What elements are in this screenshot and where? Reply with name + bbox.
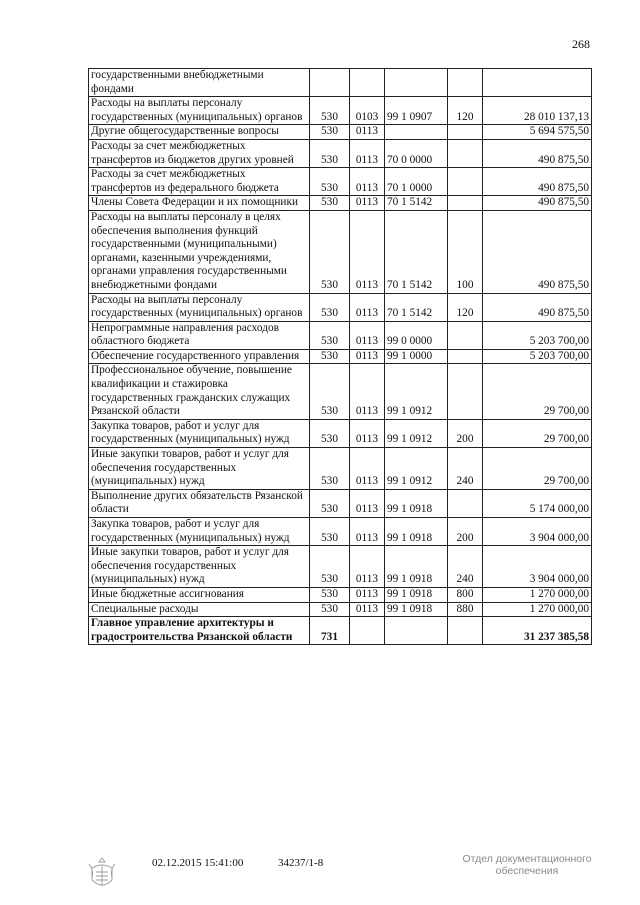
cell-target-item [385, 125, 448, 140]
cell-target-item: 70 1 5142 [385, 293, 448, 321]
cell-amount: 29 700,00 [483, 419, 592, 447]
cell-target-item: 99 1 0918 [385, 602, 448, 617]
cell-name: Другие общегосударственные вопросы [89, 125, 310, 140]
table-row [89, 69, 592, 97]
table-row [89, 364, 592, 419]
cell-target-item [385, 69, 448, 97]
cell-name: Обеспечение государственного управления [89, 349, 310, 364]
cell-target-item: 99 1 0918 [385, 587, 448, 602]
cell-section: 0113 [350, 196, 385, 211]
cell-section [350, 617, 385, 645]
cell-amount: 5 203 700,00 [483, 321, 592, 349]
cell-name: Расходы за счет межбюджетных трансфертов из федерального бюджета [89, 168, 310, 196]
table-row [89, 518, 592, 546]
cell-expense-type: 240 [448, 448, 483, 490]
cell-expense-type: 100 [448, 210, 483, 293]
cell-expense-type [448, 349, 483, 364]
cell-department: 530 [310, 489, 350, 517]
cell-section: 0113 [350, 419, 385, 447]
cell-department: 530 [310, 196, 350, 211]
cell-amount: 3 904 000,00 [483, 518, 592, 546]
cell-name: Иные закупки товаров, работ и услуг для обеспечения государственных (муниципальных) нужд [89, 448, 310, 490]
cell-section: 0113 [350, 448, 385, 490]
cell-department: 530 [310, 139, 350, 167]
cell-expense-type: 240 [448, 546, 483, 588]
cell-amount [483, 69, 592, 97]
table-row [89, 196, 592, 211]
cell-name: Члены Совета Федерации и их помощники [89, 196, 310, 211]
cell-amount: 490 875,50 [483, 196, 592, 211]
table-row [89, 448, 592, 490]
budget-table [88, 68, 592, 645]
cell-expense-type [448, 617, 483, 645]
footer-document-code: 34237/1-8 [278, 857, 324, 869]
cell-expense-type: 200 [448, 518, 483, 546]
cell-department: 530 [310, 518, 350, 546]
cell-target-item: 70 1 5142 [385, 196, 448, 211]
cell-target-item: 99 1 0912 [385, 448, 448, 490]
stamp-line-2: обеспечения [495, 865, 559, 877]
table-row [89, 321, 592, 349]
cell-target-item: 99 1 0907 [385, 97, 448, 125]
cell-name: Закупка товаров, работ и услуг для государственных (муниципальных) нужд [89, 419, 310, 447]
cell-target-item: 99 1 0918 [385, 489, 448, 517]
cell-section: 0113 [350, 518, 385, 546]
cell-target-item: 99 1 0918 [385, 546, 448, 588]
cell-name: Профессиональное обучение, повышение квалификации и стажировка государственных гражданских служащих Рязанской области [89, 364, 310, 419]
cell-amount: 490 875,50 [483, 293, 592, 321]
stamp-line-1: Отдел документационного [462, 853, 592, 865]
cell-name: Закупка товаров, работ и услуг для государственных (муниципальных) нужд [89, 518, 310, 546]
cell-section: 0113 [350, 546, 385, 588]
cell-section [350, 69, 385, 97]
cell-target-item: 70 0 0000 [385, 139, 448, 167]
table-row [89, 602, 592, 617]
cell-expense-type: 120 [448, 293, 483, 321]
cell-amount: 31 237 385,58 [483, 617, 592, 645]
cell-amount: 1 270 000,00 [483, 587, 592, 602]
cell-target-item: 99 1 0000 [385, 349, 448, 364]
cell-amount: 1 270 000,00 [483, 602, 592, 617]
cell-expense-type [448, 321, 483, 349]
cell-amount: 490 875,50 [483, 210, 592, 293]
table-row [89, 617, 592, 645]
cell-name: Расходы на выплаты персоналу в целях обеспечения выполнения функций государственными (муниципальными) органами, казенными учреждениями, органами управления государственными внебюджетными фондами [89, 210, 310, 293]
cell-department: 530 [310, 364, 350, 419]
cell-amount: 490 875,50 [483, 139, 592, 167]
cell-department: 530 [310, 168, 350, 196]
table-row [89, 419, 592, 447]
cell-department: 530 [310, 419, 350, 447]
table-row [89, 587, 592, 602]
cell-target-item [385, 617, 448, 645]
cell-name: государственными внебюджетными фондами [89, 69, 310, 97]
cell-amount: 28 010 137,13 [483, 97, 592, 125]
cell-section: 0113 [350, 321, 385, 349]
cell-department: 530 [310, 587, 350, 602]
cell-section: 0113 [350, 489, 385, 517]
cell-department: 530 [310, 602, 350, 617]
cell-section: 0113 [350, 139, 385, 167]
cell-amount: 5 174 000,00 [483, 489, 592, 517]
cell-department: 530 [310, 546, 350, 588]
cell-target-item: 99 1 0918 [385, 518, 448, 546]
cell-expense-type [448, 125, 483, 140]
cell-department: 530 [310, 321, 350, 349]
footer-date: 02.12.2015 15:41:00 [152, 857, 244, 869]
cell-name: Расходы на выплаты персоналу государственных (муниципальных) органов [89, 97, 310, 125]
table-row [89, 139, 592, 167]
cell-amount: 490 875,50 [483, 168, 592, 196]
cell-department: 530 [310, 125, 350, 140]
cell-amount: 29 700,00 [483, 364, 592, 419]
cell-expense-type [448, 139, 483, 167]
cell-expense-type [448, 364, 483, 419]
table-row [89, 489, 592, 517]
cell-target-item: 99 1 0912 [385, 364, 448, 419]
cell-department: 530 [310, 293, 350, 321]
cell-name: Выполнение других обязательств Рязанской области [89, 489, 310, 517]
cell-name: Главное управление архитектуры и градостроительства Рязанской области [89, 617, 310, 645]
cell-expense-type: 120 [448, 97, 483, 125]
cell-section: 0113 [350, 210, 385, 293]
cell-expense-type [448, 489, 483, 517]
table-row [89, 97, 592, 125]
cell-name: Непрограммные направления расходов областного бюджета [89, 321, 310, 349]
table-row [89, 293, 592, 321]
cell-expense-type: 880 [448, 602, 483, 617]
cell-name: Иные бюджетные ассигнования [89, 587, 310, 602]
cell-department [310, 69, 350, 97]
cell-section: 0113 [350, 602, 385, 617]
cell-target-item: 70 1 0000 [385, 168, 448, 196]
cell-target-item: 70 1 5142 [385, 210, 448, 293]
cell-amount: 5 203 700,00 [483, 349, 592, 364]
cell-department: 530 [310, 448, 350, 490]
cell-department: 731 [310, 617, 350, 645]
table-row [89, 125, 592, 140]
cell-amount: 29 700,00 [483, 448, 592, 490]
page-number: 268 [572, 37, 590, 51]
cell-expense-type [448, 168, 483, 196]
cell-target-item: 99 1 0912 [385, 419, 448, 447]
table-row [89, 349, 592, 364]
cell-section: 0113 [350, 349, 385, 364]
cell-section: 0113 [350, 293, 385, 321]
cell-target-item: 99 0 0000 [385, 321, 448, 349]
department-stamp [452, 853, 602, 877]
cell-expense-type: 200 [448, 419, 483, 447]
cell-expense-type: 800 [448, 587, 483, 602]
cell-department: 530 [310, 349, 350, 364]
cell-amount: 5 694 575,50 [483, 125, 592, 140]
cell-department: 530 [310, 210, 350, 293]
cell-department: 530 [310, 97, 350, 125]
cell-name: Расходы на выплаты персоналу государственных (муниципальных) органов [89, 293, 310, 321]
cell-section: 0113 [350, 364, 385, 419]
cell-expense-type [448, 196, 483, 211]
table-row [89, 210, 592, 293]
cell-section: 0113 [350, 587, 385, 602]
cell-section: 0113 [350, 168, 385, 196]
table-row [89, 546, 592, 588]
cell-section: 0113 [350, 125, 385, 140]
cell-expense-type [448, 69, 483, 97]
cell-amount: 3 904 000,00 [483, 546, 592, 588]
cell-name: Расходы за счет межбюджетных трансфертов из бюджетов других уровней [89, 139, 310, 167]
cell-name: Специальные расходы [89, 602, 310, 617]
coat-of-arms-icon [86, 856, 118, 892]
cell-section: 0103 [350, 97, 385, 125]
cell-name: Иные закупки товаров, работ и услуг для обеспечения государственных (муниципальных) нужд [89, 546, 310, 588]
table-row [89, 168, 592, 196]
